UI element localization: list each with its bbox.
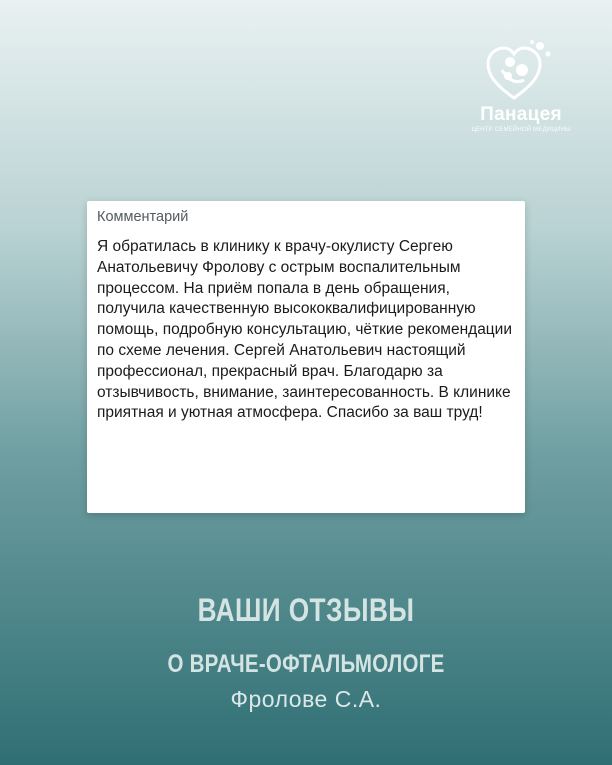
headline-reviews: ВАШИ ОТЗЫВЫ <box>197 592 415 628</box>
clinic-logo <box>466 40 576 140</box>
review-card <box>87 201 525 513</box>
headline-doctor-name: Фролове С.А. <box>230 686 382 712</box>
headline-doctor: О ВРАЧЕ-ОФТАЛЬМОЛОГЕ <box>167 650 445 678</box>
review-title: Комментарий <box>97 209 189 225</box>
clinic-name: Панацея <box>480 104 562 125</box>
clinic-subtitle: ЦЕНТР СЕМЕЙНОЙ МЕДИЦИНЫ <box>471 127 571 133</box>
heart-people-icon <box>484 40 558 104</box>
review-text: Я обратилась в клинику к врачу-окулисту Сергею Анатольевичу Фролову с острым воспалительным процессом. На приём попала в день обращения, получила качественную высококвалифицированную помощь, подробную консультацию, чёткие рекомендации по схеме лечения. Сергей Анатольевич настоящий профессионал, прекрасный врач. Благодарю за отзывчивость, внимание, заинтересованность. В клинике приятная и уютная атмосфера. Спасибо за ваш труд! <box>97 238 513 422</box>
